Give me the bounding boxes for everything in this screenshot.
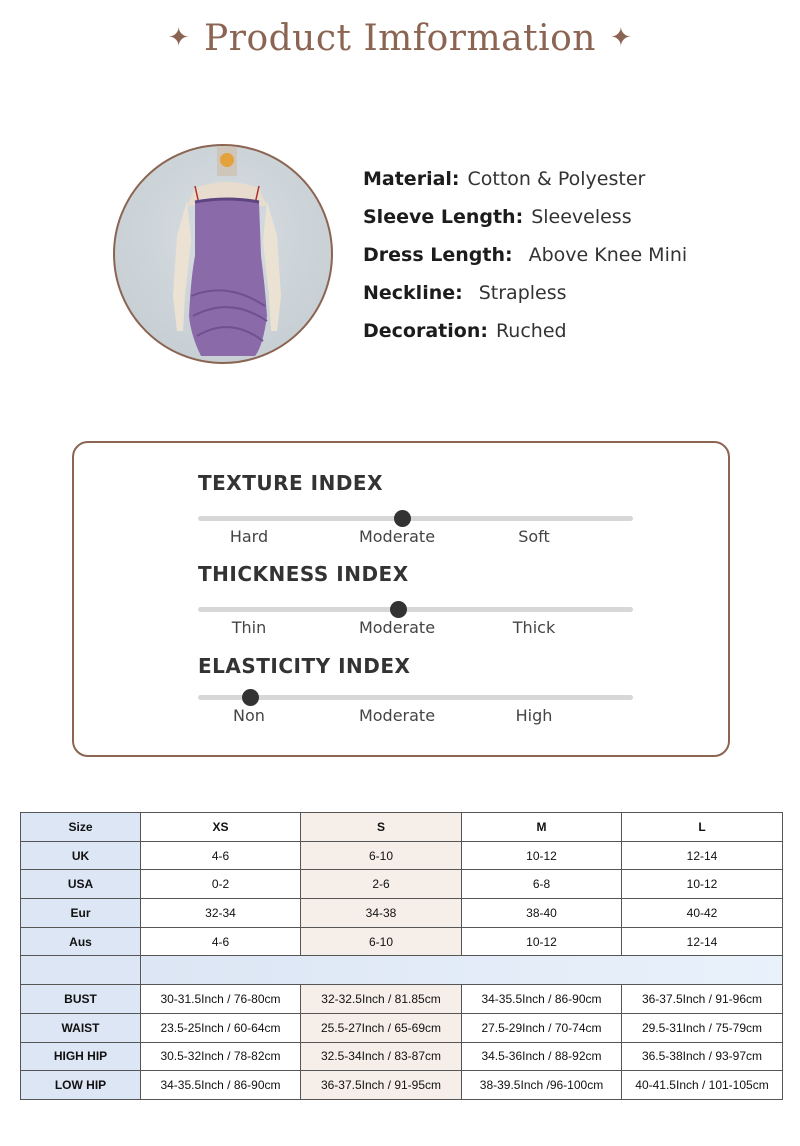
table-row-label: Aus <box>21 927 141 956</box>
table-header-cell: L <box>622 813 783 842</box>
texture-index-title: TEXTURE INDEX <box>198 471 383 495</box>
table-row-label: Eur <box>21 899 141 928</box>
texture-index-knob <box>394 510 411 527</box>
spec-material: Material: Cotton & Polyester <box>363 168 646 190</box>
table-cell: 30-31.5Inch / 76-80cm <box>141 985 301 1014</box>
table-cell: 6-10 <box>301 927 462 956</box>
elasticity-label-low: Non <box>233 706 265 725</box>
table-cell: 34-35.5Inch / 86-90cm <box>141 1071 301 1100</box>
table-cell: 32-34 <box>141 899 301 928</box>
dress-on-mannequin-image <box>115 146 333 364</box>
table-cell: 32.5-34Inch / 83-87cm <box>301 1042 462 1071</box>
table-cell: 32-32.5Inch / 81.85cm <box>301 985 462 1014</box>
table-row <box>21 1071 783 1100</box>
thickness-index-title: THICKNESS INDEX <box>198 562 409 586</box>
spec-dress-length: Dress Length: Above Knee Mini <box>363 244 688 266</box>
table-row <box>21 985 783 1014</box>
texture-label-low: Hard <box>229 527 269 546</box>
table-header-cell: M <box>462 813 622 842</box>
table-cell: 23.5-25Inch / 60-64cm <box>141 1013 301 1042</box>
table-cell: 34-38 <box>301 899 462 928</box>
table-row-label: UK <box>21 841 141 870</box>
table-header-cell: Size <box>21 813 141 842</box>
elasticity-index-slider <box>198 695 633 700</box>
texture-label-high: Soft <box>518 527 550 546</box>
page-title <box>0 18 800 59</box>
texture-index-slider <box>198 516 633 521</box>
thickness-index-knob <box>390 601 407 618</box>
table-cell: 30.5-32Inch / 78-82cm <box>141 1042 301 1071</box>
table-header-row <box>21 813 783 842</box>
page-title-text: Product Imformation <box>204 18 596 59</box>
thickness-label-low: Thin <box>231 618 267 637</box>
table-cell: 10-12 <box>462 841 622 870</box>
spec-neckline: Neckline: Strapless <box>363 282 567 304</box>
table-cell: 38-39.5Inch /96-100cm <box>462 1071 622 1100</box>
table-row <box>21 870 783 899</box>
table-row <box>21 1042 783 1071</box>
table-row-label: BUST <box>21 985 141 1014</box>
fabric-index-card <box>72 441 730 757</box>
elasticity-index-title: ELASTICITY INDEX <box>198 654 411 678</box>
table-header-cell: S <box>301 813 462 842</box>
table-cell: 36-37.5Inch / 91-96cm <box>622 985 783 1014</box>
thickness-label-high: Thick <box>512 618 556 637</box>
table-cell: 38-40 <box>462 899 622 928</box>
spec-decoration: Decoration: Ruched <box>363 320 567 342</box>
table-cell: 34-35.5Inch / 86-90cm <box>462 985 622 1014</box>
table-row-label: HIGH HIP <box>21 1042 141 1071</box>
elasticity-label-high: High <box>515 706 553 725</box>
table-spacer-row <box>21 956 783 985</box>
table-cell: 0-2 <box>141 870 301 899</box>
table-row-label: LOW HIP <box>21 1071 141 1100</box>
table-cell: 10-12 <box>462 927 622 956</box>
table-cell: 36.5-38Inch / 93-97cm <box>622 1042 783 1071</box>
table-cell: 4-6 <box>141 841 301 870</box>
table-cell: 12-14 <box>622 841 783 870</box>
thickness-index-slider <box>198 607 633 612</box>
table-cell: 34.5-36Inch / 88-92cm <box>462 1042 622 1071</box>
table-cell: 25.5-27Inch / 65-69cm <box>301 1013 462 1042</box>
table-row-label: USA <box>21 870 141 899</box>
table-row <box>21 841 783 870</box>
table-cell: 4-6 <box>141 927 301 956</box>
sparkle-icon: ✦ <box>167 23 191 53</box>
thickness-label-mid: Moderate <box>358 618 436 637</box>
product-photo <box>113 144 333 364</box>
table-cell: 40-41.5Inch / 101-105cm <box>622 1071 783 1100</box>
table-cell: 10-12 <box>622 870 783 899</box>
table-cell: 40-42 <box>622 899 783 928</box>
table-header-cell: XS <box>141 813 301 842</box>
texture-label-mid: Moderate <box>358 527 436 546</box>
table-cell: 29.5-31Inch / 75-79cm <box>622 1013 783 1042</box>
table-row <box>21 927 783 956</box>
table-cell: 6-8 <box>462 870 622 899</box>
sparkle-icon: ✦ <box>609 23 633 53</box>
table-row <box>21 1013 783 1042</box>
table-cell: 12-14 <box>622 927 783 956</box>
product-specs <box>363 160 687 350</box>
table-cell: 36-37.5Inch / 91-95cm <box>301 1071 462 1100</box>
table-cell: 27.5-29Inch / 70-74cm <box>462 1013 622 1042</box>
spec-sleeve-length: Sleeve Length: Sleeveless <box>363 206 632 228</box>
size-chart-table <box>20 812 783 1100</box>
table-row <box>21 899 783 928</box>
table-row-label: WAIST <box>21 1013 141 1042</box>
elasticity-label-mid: Moderate <box>358 706 436 725</box>
elasticity-index-knob <box>242 689 259 706</box>
table-cell: 2-6 <box>301 870 462 899</box>
table-cell: 6-10 <box>301 841 462 870</box>
